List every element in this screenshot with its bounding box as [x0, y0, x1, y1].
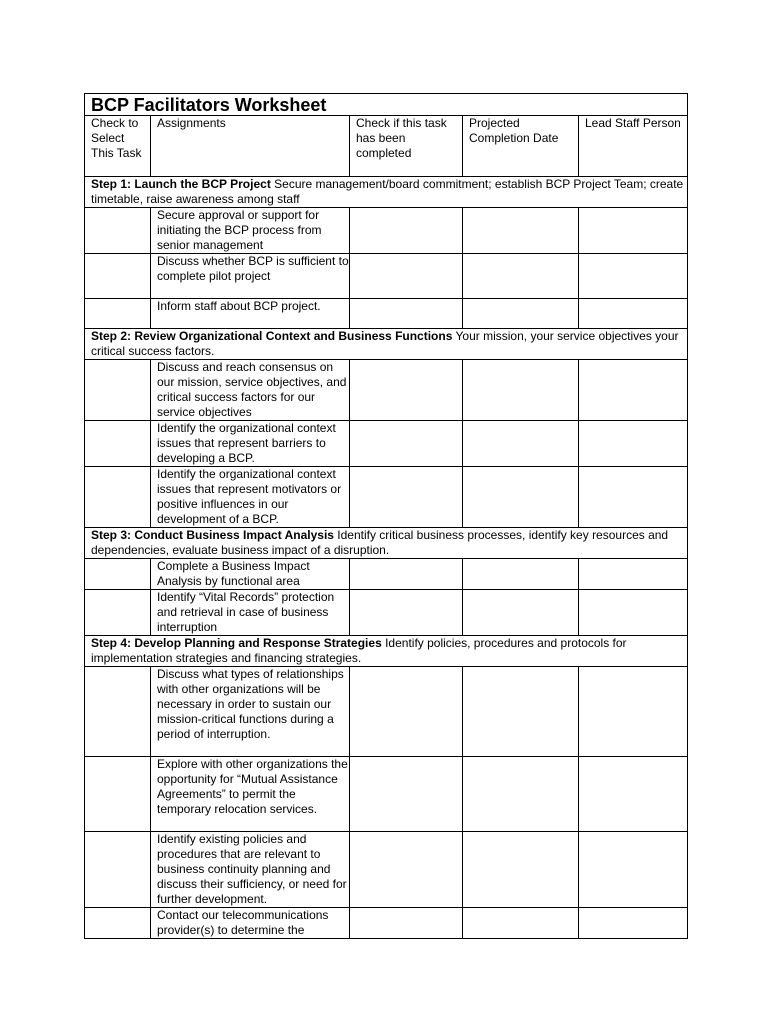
projected-date-cell[interactable]	[463, 208, 579, 254]
task-assignment: Identify existing policies and procedures that are relevant to business continuity planning and discuss their sufficiency, or need for further development.	[151, 832, 350, 908]
projected-date-cell[interactable]	[463, 908, 579, 939]
task-assignment: Identify the organizational context issues that represent barriers to developing a BCP.	[151, 421, 350, 467]
header-task-completed: Check if this task has been completed	[350, 116, 463, 177]
task-assignment: Inform staff about BCP project.	[151, 299, 350, 329]
projected-date-cell[interactable]	[463, 832, 579, 908]
step-description: Identify critical business processes, identify key resources and dependencies, evaluate business impact of a disruption.	[91, 528, 669, 557]
task-assignment: Explore with other organizations the opportunity for “Mutual Assistance Agreements” to permit the temporary relocation services.	[151, 757, 350, 832]
projected-date-cell[interactable]	[463, 360, 579, 421]
task-assignment: Discuss and reach consensus on our mission, service objectives, and critical success factors for our service objectives	[151, 360, 350, 421]
task-assignment: Discuss what types of relationships with other organizations will be necessary in order to sustain our mission-critical functions during a period of interruption.	[151, 667, 350, 757]
completed-checkbox-cell[interactable]	[350, 757, 463, 832]
header-projected-completion-date: Projected Completion Date	[463, 116, 579, 177]
projected-date-cell[interactable]	[463, 590, 579, 636]
select-task-checkbox-cell[interactable]	[85, 467, 151, 528]
task-row	[85, 421, 688, 467]
select-task-checkbox-cell[interactable]	[85, 299, 151, 329]
task-assignment: Identify the organizational context issues that represent motivators or positive influences in our development of a BCP.	[151, 467, 350, 528]
projected-date-cell[interactable]	[463, 757, 579, 832]
select-task-checkbox-cell[interactable]	[85, 208, 151, 254]
step-heading	[85, 177, 688, 208]
completed-checkbox-cell[interactable]	[350, 667, 463, 757]
lead-staff-cell[interactable]	[579, 757, 688, 832]
select-task-checkbox-cell[interactable]	[85, 559, 151, 590]
task-row	[85, 208, 688, 254]
completed-checkbox-cell[interactable]	[350, 254, 463, 299]
step-heading	[85, 329, 688, 360]
projected-date-cell[interactable]	[463, 559, 579, 590]
completed-checkbox-cell[interactable]	[350, 208, 463, 254]
header-check-to-select: Check to Select This Task	[85, 116, 151, 177]
select-task-checkbox-cell[interactable]	[85, 360, 151, 421]
projected-date-cell[interactable]	[463, 299, 579, 329]
task-assignment: Contact our telecommunications provider(s) to determine the	[151, 908, 350, 939]
lead-staff-cell[interactable]	[579, 421, 688, 467]
step-heading	[85, 636, 688, 667]
task-assignment: Secure approval or support for initiating the BCP process from senior management	[151, 208, 350, 254]
select-task-checkbox-cell[interactable]	[85, 908, 151, 939]
step-row	[85, 636, 688, 667]
task-row	[85, 299, 688, 329]
completed-checkbox-cell[interactable]	[350, 832, 463, 908]
step-heading	[85, 528, 688, 559]
task-row	[85, 360, 688, 421]
projected-date-cell[interactable]	[463, 467, 579, 528]
lead-staff-cell[interactable]	[579, 667, 688, 757]
lead-staff-cell[interactable]	[579, 559, 688, 590]
worksheet-table	[84, 93, 688, 939]
completed-checkbox-cell[interactable]	[350, 590, 463, 636]
lead-staff-cell[interactable]	[579, 590, 688, 636]
projected-date-cell[interactable]	[463, 667, 579, 757]
completed-checkbox-cell[interactable]	[350, 467, 463, 528]
task-row	[85, 559, 688, 590]
lead-staff-cell[interactable]	[579, 467, 688, 528]
lead-staff-cell[interactable]	[579, 908, 688, 939]
completed-checkbox-cell[interactable]	[350, 299, 463, 329]
step-name: Step 1: Launch the BCP Project	[91, 177, 271, 191]
lead-staff-cell[interactable]	[579, 832, 688, 908]
task-assignment: Discuss whether BCP is sufficient to complete pilot project	[151, 254, 350, 299]
completed-checkbox-cell[interactable]	[350, 360, 463, 421]
projected-date-cell[interactable]	[463, 421, 579, 467]
completed-checkbox-cell[interactable]	[350, 908, 463, 939]
select-task-checkbox-cell[interactable]	[85, 254, 151, 299]
task-assignment: Complete a Business Impact Analysis by functional area	[151, 559, 350, 590]
step-row	[85, 177, 688, 208]
task-assignment: Identify “Vital Records” protection and retrieval in case of business interruption	[151, 590, 350, 636]
header-row	[85, 116, 688, 177]
task-row	[85, 832, 688, 908]
title-row	[85, 94, 688, 116]
projected-date-cell[interactable]	[463, 254, 579, 299]
task-row	[85, 467, 688, 528]
step-description: Secure management/board commitment; establish BCP Project Team; create timetable, raise awareness among staff	[91, 177, 684, 206]
completed-checkbox-cell[interactable]	[350, 421, 463, 467]
step-row	[85, 329, 688, 360]
step-name: Step 3: Conduct Business Impact Analysis	[91, 528, 334, 542]
lead-staff-cell[interactable]	[579, 360, 688, 421]
select-task-checkbox-cell[interactable]	[85, 757, 151, 832]
select-task-checkbox-cell[interactable]	[85, 590, 151, 636]
task-row	[85, 254, 688, 299]
select-task-checkbox-cell[interactable]	[85, 667, 151, 757]
task-row	[85, 757, 688, 832]
task-row	[85, 590, 688, 636]
task-row	[85, 908, 688, 939]
select-task-checkbox-cell[interactable]	[85, 421, 151, 467]
lead-staff-cell[interactable]	[579, 254, 688, 299]
header-assignments: Assignments	[151, 116, 350, 177]
completed-checkbox-cell[interactable]	[350, 559, 463, 590]
select-task-checkbox-cell[interactable]	[85, 832, 151, 908]
step-description: Your mission, your service objectives your critical success factors.	[91, 329, 679, 358]
worksheet-title: BCP Facilitators Worksheet	[85, 94, 688, 116]
step-description: Identify policies, procedures and protocols for implementation strategies and financing strategies.	[91, 636, 627, 665]
header-lead-staff-person: Lead Staff Person	[579, 116, 688, 177]
step-name: Step 4: Develop Planning and Response Strategies	[91, 636, 382, 650]
step-name: Step 2: Review Organizational Context and Business Functions	[91, 329, 453, 343]
lead-staff-cell[interactable]	[579, 299, 688, 329]
task-row	[85, 667, 688, 757]
lead-staff-cell[interactable]	[579, 208, 688, 254]
step-row	[85, 528, 688, 559]
